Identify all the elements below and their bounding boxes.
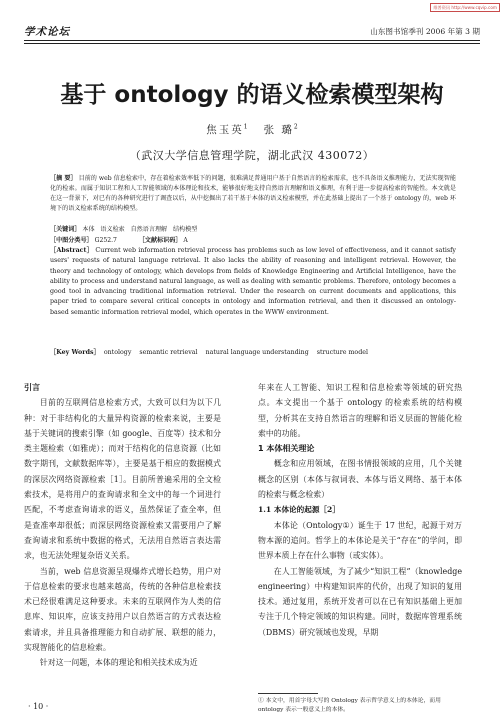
right-paragraph-1: 年来在人工智能、知识工程和信息检索等领域的研究热点。本文提出一个基于 ontology 的检索系统的结构模型，分析其在支持自然语言的理解和语义层面的智能化检索中的功能。 [258, 383, 462, 438]
abstract-cn [50, 174, 456, 214]
source-stamp: 维普资讯 http://www.cqvip.com [430, 3, 500, 12]
keywords-en-label: ［Key Words］ [50, 349, 100, 356]
author-2: 张 璐 [263, 124, 294, 136]
keywords-cn [50, 225, 456, 235]
body-column-left [24, 380, 221, 671]
keyword-en: structure model [316, 349, 368, 356]
intro-paragraph-3: 针对这一问题，本体的理论和相关技术成为近 [39, 658, 198, 668]
abstract-cn-text: 目前的 web 信息检索中，存在着检索效率低下的问题，很难满足普通用户基于自然语言的检索需求，也不具备语义推理能力，无法实现智能化的检索。而属于知识工程和人工智能领域的本体理论和技术，能够很好地支持自然语言理解和语义推理，有利于进一步提高检索的智能性。本文就是在这一背景下，对已有的各种研究进行了调查以后，从中挖掘出了若干基于本体的语义检索模型，并在此基础上提出了一个基于 ontology 的，web 环境下的语义检索系统的结构模型。 [50, 175, 456, 212]
page-number: · 10 · [28, 702, 49, 711]
section-1-1-paragraph-1: 本体论（Ontology①）诞生于 17 世纪，起源于对万物本源的追问。哲学上的本体论是关于“存在”的学问，即世界本质上存在什么事物（或实体）。 [258, 520, 462, 561]
clc-code: G252.7 [94, 237, 117, 244]
keyword-cn: 自然语言理解 [130, 226, 168, 233]
paper-title: 基于 ontology 的语义检索模型架构 [60, 82, 444, 108]
keyword-en: semantic retrieval [139, 349, 198, 356]
body-column-right [258, 380, 462, 640]
journal-issue: 山东图书馆季刊 2006 年第 3 期 [370, 27, 480, 36]
keywords-cn-label: ［关键词］ [50, 226, 81, 233]
abstract-en-label: ［Abstract］ [50, 247, 94, 254]
keyword-cn: 结构模型 [172, 226, 198, 233]
section-1-paragraph: 概念和应用领域，在图书情报领域的应用，几个关键概念的区别（本体与叙词表、本体与语义网络、基于本体的检索与概念检索） [258, 459, 462, 500]
classification-line [50, 236, 456, 246]
abstract-cn-label: ［摘 要］ [50, 175, 77, 182]
header-rule-thick [24, 40, 480, 41]
abstract-en-text: Current web information retrieval process has problems such as low level of effectiveness, and it cannot satisfy users' requests of natural language retrieval. It also lacks the ability of reasoning and intelligent retrieval. However, the theory and technology of ontology, which develops from fields of Knowledge Engineering and Artificial Intelligence, have the ability to process and understand natural language, as well as dealing with semantic problems. Therefore, ontology becomes a good tool in advancing traditional information retrieval. Under the research on current documents and applications, this paper tried to compare several critical concepts in ontology and information retrieval, and then it discussed an ontology-based semantic information retrieval model, which operates in the WWW environment. [50, 247, 456, 316]
abstract-en [50, 246, 456, 318]
clc-label: ［中图分类号］ [50, 237, 93, 244]
intro-heading: 引言 [24, 383, 40, 392]
author-1-affil-mark: 1 [243, 123, 248, 131]
intro-paragraph-1: 目前的互联网信息检索方式，大致可以归为以下几种：对于非结构化的大量异构资源的检索来说，主要是基于关键词的搜索引擎（如 google、百度等）技术和分类主题检索（如雅虎）；而对于结构化的信息资源（比如数字期刊，文献数据库等），主要是基于相应的数据模式的深层次网络资源检索［1］。目前所普遍采用的全文检索技术，是将用户的查询请求和全文中的每一个词进行匹配，不考虑查询请求的语义，虽然保证了查全率，但是查准率却很低；而深层网络资源检索又需要用户了解查询请求和系统中数据的格式，无法用自然语言表达需求，也无法处理复杂语义关系。 [24, 398, 221, 561]
journal-section-label: 学术论坛 [24, 26, 70, 38]
section-1-heading: 1 本体相关理论 [258, 444, 315, 454]
keywords-en [50, 348, 456, 358]
doc-code-label: ［文献标识码］ [138, 237, 182, 244]
keyword-cn: 语义检索 [100, 226, 125, 233]
doc-code: A [183, 237, 188, 244]
author-line [0, 122, 504, 137]
author-1: 焦玉英 [206, 124, 244, 136]
keyword-cn: 本体 [82, 226, 95, 233]
author-2-affil-mark: 2 [293, 123, 298, 131]
affiliation: （武汉大学信息管理学院，湖北武汉 430072） [129, 149, 375, 162]
section-1-1-heading: 1.1 本体论的起源［2］ [258, 505, 340, 515]
footnote: ① 本文中，用首字母大写的 Ontology 表示哲学意义上的本体论，而用 ontology 表示一般意义上的本体。 [258, 698, 441, 713]
footnote-rule [258, 693, 318, 694]
running-header [24, 24, 480, 38]
intro-paragraph-2: 当前，web 信息资源呈现爆炸式增长趋势，用户对于信息检索的要求也越来越高，传统的各种信息检索技术已经很难满足这种要求。未来的互联网作为人类的信息库、知识库，应该支持用户以自然语言的方式表达检索请求，并且具备推理能力和自动扩展、联想的能力，实现智能化的信息检索。 [24, 566, 221, 653]
keyword-en: ontology [103, 349, 132, 356]
keyword-en: natural language understanding [205, 349, 309, 356]
section-1-1-paragraph-2: 在人工智能领域，为了减少“知识工程”（knowledge engineering）中构建知识库的代价，出现了知识的复用技术。通过复用，系统开发者可以在已有知识基础上更加专注于几个特定领域的知识构建。同时，数据库管理系统（DBMS）研究领域也发现，早期 [258, 566, 462, 637]
header-rule-thin [24, 43, 480, 44]
